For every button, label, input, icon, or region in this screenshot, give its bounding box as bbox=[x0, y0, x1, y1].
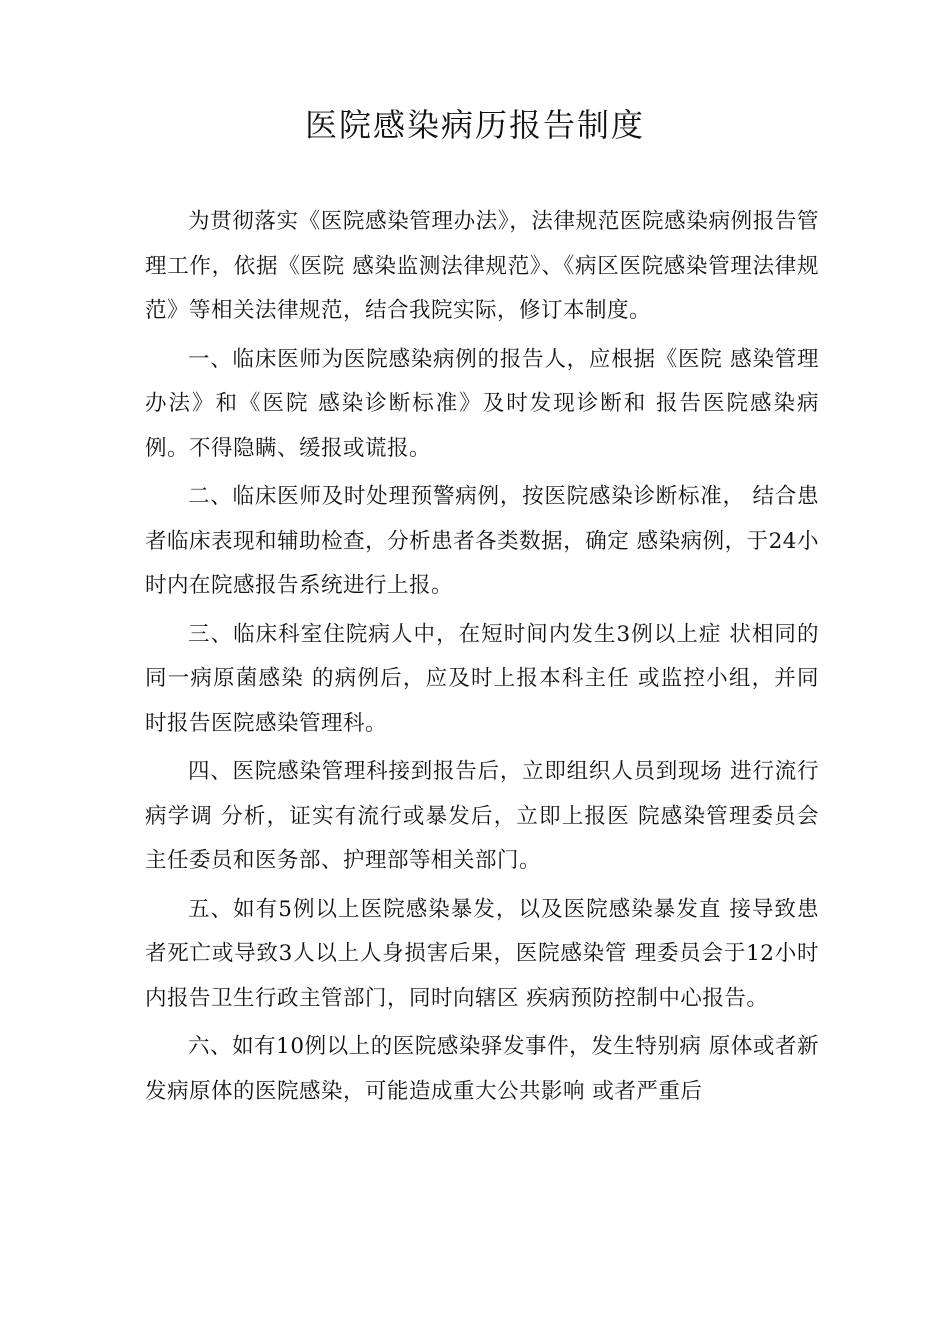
paragraph-item-3: 三、临床科室住院病人中，在短时间内发生3例以上症 状相同的同一病原菌感染 的病例后，应及时上报本科主任 或监控小组，并同时报告医院感染管理科。 bbox=[145, 621, 819, 736]
document-body bbox=[145, 200, 819, 1118]
document-title: 医院感染病历报告制度 bbox=[304, 106, 645, 144]
paragraph-item-1: 一、临床医师为医院感染病例的报告人，应根据《医院 感染管理办法》和《医院 感染诊断标准》及时发现诊断和 报告医院感染病例。不得隐瞒、缓报或谎报。 bbox=[145, 346, 819, 461]
paragraph-item-5: 五、如有5例以上医院感染暴发，以及医院感染暴发直 接导致患者死亡或导致3人以上人身损害后果，医院感染管 理委员会于12小时内报告卫生行政主管部门，同时向辖区 疾病预防控制中心报告。 bbox=[145, 896, 819, 1011]
paragraph-item-6: 六、如有10例以上的医院感染驿发事件，发生特别病 原体或者新发病原体的医院感染，可能造成重大公共影响 或者严重后 bbox=[145, 1034, 819, 1104]
paragraph-intro: 为贯彻落实《医院感染管理办法》，法律规范医院感染病例报告管理工作，依据《医院 感染监测法律规范》、《病区医院感染管理法律规范》等相关法律规范，结合我院实际，修订本制度。 bbox=[145, 209, 819, 323]
paragraph-item-2: 二、临床医师及时处理预警病例，按医院感染诊断标准， 结合患者临床表现和辅助检查，分析患者各类数据，确定 感染病例，于24小时内在院感报告系统进行上报。 bbox=[145, 484, 819, 598]
paragraph-item-4: 四、医院感染管理科接到报告后，立即组织人员到现场 进行流行病学调 分析，证实有流行或暴发后，立即上报医 院感染管理委员会主任委员和医务部、护理部等相关部门。 bbox=[145, 759, 819, 873]
